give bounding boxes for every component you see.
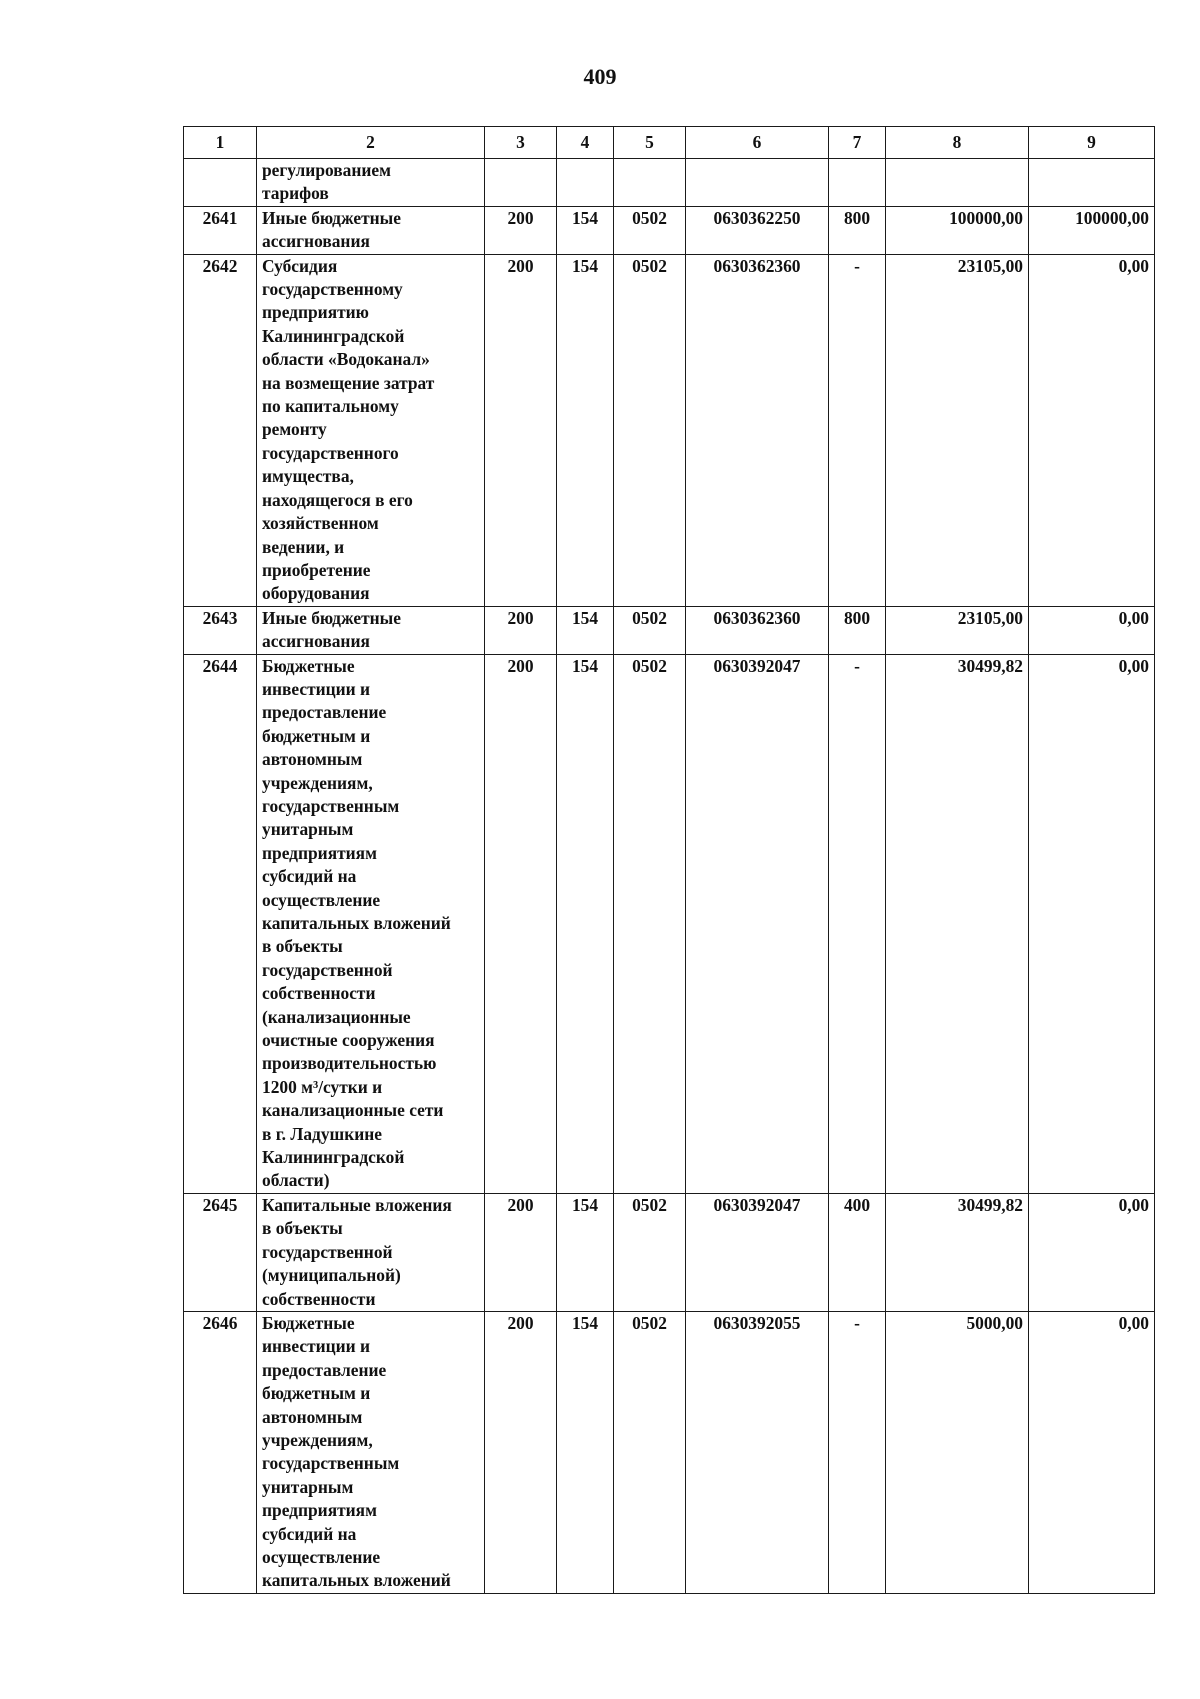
code-cell-4: 154 (557, 1193, 614, 1311)
row-number-cell: 2641 (184, 206, 257, 254)
amount-cell-9: 0,00 (1029, 1311, 1155, 1593)
ministry-code-cell: 200 (485, 206, 557, 254)
section-code-cell: 0502 (614, 206, 686, 254)
code-cell-4: 154 (557, 206, 614, 254)
item-name-line: предприятиям (262, 842, 377, 863)
row-number-cell (184, 159, 257, 207)
item-name-line: Иные бюджетные (262, 207, 401, 228)
section-code-cell: 0502 (614, 654, 686, 1193)
table-body (184, 159, 1155, 1594)
section-code-cell: 0502 (614, 254, 686, 606)
amount-cell-8: 30499,82 (886, 654, 1029, 1193)
item-name-line: на возмещение затрат (262, 372, 435, 393)
table-row (184, 159, 1155, 207)
ministry-code-cell: 200 (485, 1193, 557, 1311)
item-name-line: ремонту (262, 419, 327, 440)
item-name-line: инвестиции и (262, 678, 371, 699)
section-code-cell: 0502 (614, 1311, 686, 1593)
amount-cell-8: 23105,00 (886, 606, 1029, 654)
item-name-cell (257, 206, 485, 254)
item-name-cell (257, 654, 485, 1193)
item-name-line: бюджетным и (262, 1383, 371, 1404)
item-name-line: капитальных вложений (262, 913, 451, 933)
item-name-line: хозяйственном (262, 513, 379, 534)
item-name-line: (муниципальной) (262, 1265, 401, 1286)
header-row (184, 127, 1155, 159)
column-header-6: 6 (686, 127, 829, 159)
item-name-line: субсидий на (262, 866, 357, 887)
code-cell-4: 154 (557, 254, 614, 606)
item-name-cell (257, 1193, 485, 1311)
item-name-line: унитарным (262, 819, 354, 840)
budget-table (183, 126, 1155, 1594)
code-cell-4: 154 (557, 1311, 614, 1593)
target-code-cell: 0630362360 (686, 254, 829, 606)
item-name-line: субсидий на (262, 1523, 357, 1544)
table-row (184, 1311, 1155, 1593)
code-cell-4: 154 (557, 654, 614, 1193)
amount-cell-9: 0,00 (1029, 1193, 1155, 1311)
item-name-cell (257, 606, 485, 654)
item-name-line: бюджетным и (262, 725, 371, 746)
target-code-cell: 0630362250 (686, 206, 829, 254)
amount-cell-9: 0,00 (1029, 606, 1155, 654)
column-header-7: 7 (829, 127, 886, 159)
table-row (184, 654, 1155, 1193)
expense-type-cell (829, 159, 886, 207)
item-name-line: Субсидия (262, 255, 338, 276)
row-number-cell: 2643 (184, 606, 257, 654)
section-code-cell: 0502 (614, 606, 686, 654)
item-name-line: учреждениям, (262, 772, 373, 793)
amount-cell-9: 0,00 (1029, 254, 1155, 606)
item-name-line: предприятиям (262, 1500, 377, 1521)
item-name-line: предоставление (262, 1359, 387, 1380)
item-name-line: осуществление (262, 889, 381, 910)
expense-type-cell: - (829, 1311, 886, 1593)
item-name-line: собственности (262, 1288, 376, 1309)
row-number-cell: 2645 (184, 1193, 257, 1311)
target-code-cell (686, 159, 829, 207)
column-header-2: 2 (257, 127, 485, 159)
section-code-cell (614, 159, 686, 207)
item-name-line: государственным (262, 795, 400, 816)
amount-cell-9: 0,00 (1029, 654, 1155, 1193)
row-number-cell: 2646 (184, 1311, 257, 1593)
item-name-line: тарифов (262, 183, 329, 204)
item-name-line: ведении, и (262, 536, 345, 557)
column-header-8: 8 (886, 127, 1029, 159)
item-name-line: находящегося в его (262, 489, 413, 510)
target-code-cell: 0630392047 (686, 1193, 829, 1311)
item-name-line: очистные сооружения (262, 1030, 435, 1051)
item-name-line: собственности (262, 983, 376, 1004)
expense-type-cell: - (829, 654, 886, 1193)
item-name-line: канализационные сети (262, 1100, 444, 1121)
expense-type-cell: - (829, 254, 886, 606)
item-name-line: Бюджетные (262, 655, 355, 676)
column-header-1: 1 (184, 127, 257, 159)
table-row (184, 206, 1155, 254)
item-name-line: инвестиции и (262, 1336, 371, 1357)
amount-cell-8 (886, 159, 1029, 207)
item-name-line: производительностью (262, 1053, 437, 1074)
item-name-line: государственному (262, 279, 403, 300)
code-cell-4: 154 (557, 606, 614, 654)
item-name-cell (257, 1311, 485, 1593)
item-name-line: регулированием (262, 160, 391, 180)
item-name-line: автономным (262, 1406, 363, 1427)
item-name-line: автономным (262, 749, 363, 770)
item-name-cell (257, 254, 485, 606)
item-name-line: Бюджетные (262, 1312, 355, 1333)
item-name-line: ассигнования (262, 631, 370, 652)
item-name-line: унитарным (262, 1476, 354, 1497)
item-name-line: ассигнования (262, 231, 370, 252)
item-name-line: области «Водоканал» (262, 349, 430, 370)
item-name-line: Капитальные вложения (262, 1194, 452, 1215)
amount-cell-8: 5000,00 (886, 1311, 1029, 1593)
item-name-line: Калининградской (262, 1147, 405, 1168)
amount-cell-9: 100000,00 (1029, 206, 1155, 254)
amount-cell-8: 100000,00 (886, 206, 1029, 254)
column-header-3: 3 (485, 127, 557, 159)
amount-cell-9 (1029, 159, 1155, 207)
amount-cell-8: 30499,82 (886, 1193, 1029, 1311)
column-header-4: 4 (557, 127, 614, 159)
expense-type-cell: 800 (829, 206, 886, 254)
item-name-line: области) (262, 1170, 330, 1191)
table-row (184, 254, 1155, 606)
item-name-line: оборудования (262, 583, 370, 604)
item-name-line: государственным (262, 1453, 400, 1474)
item-name-cell (257, 159, 485, 207)
target-code-cell: 0630392055 (686, 1311, 829, 1593)
ministry-code-cell: 200 (485, 254, 557, 606)
item-name-line: (канализационные (262, 1006, 411, 1027)
item-name-line: Калининградской (262, 325, 405, 346)
item-name-line: в объекты (262, 1218, 343, 1239)
item-name-line: имущества, (262, 466, 354, 487)
amount-cell-8: 23105,00 (886, 254, 1029, 606)
table-row (184, 606, 1155, 654)
item-name-line: в г. Ладушкине (262, 1123, 382, 1144)
ministry-code-cell: 200 (485, 654, 557, 1193)
item-name-line: по капитальному (262, 396, 399, 417)
ministry-code-cell: 200 (485, 1311, 557, 1593)
item-name-line: осуществление (262, 1546, 381, 1567)
item-name-line: учреждениям, (262, 1429, 373, 1450)
row-number-cell: 2644 (184, 654, 257, 1193)
item-name-line: 1200 м³/сутки и (262, 1076, 383, 1097)
section-code-cell: 0502 (614, 1193, 686, 1311)
item-name-line: предоставление (262, 702, 387, 723)
page-number: 409 (583, 64, 617, 89)
code-cell-4 (557, 159, 614, 207)
item-name-line: приобретение (262, 559, 371, 580)
column-header-9: 9 (1029, 127, 1155, 159)
item-name-line: государственной (262, 1241, 393, 1262)
column-header-5: 5 (614, 127, 686, 159)
item-name-line: в объекты (262, 936, 343, 957)
item-name-line: государственной (262, 959, 393, 980)
expense-type-cell: 400 (829, 1193, 886, 1311)
ministry-code-cell (485, 159, 557, 207)
item-name-line: предприятию (262, 302, 369, 323)
item-name-line: государственного (262, 442, 399, 463)
target-code-cell: 0630362360 (686, 606, 829, 654)
item-name-line: Иные бюджетные (262, 607, 401, 628)
row-number-cell: 2642 (184, 254, 257, 606)
ministry-code-cell: 200 (485, 606, 557, 654)
expense-type-cell: 800 (829, 606, 886, 654)
item-name-line: капитальных вложений (262, 1570, 451, 1591)
target-code-cell: 0630392047 (686, 654, 829, 1193)
table-row (184, 1193, 1155, 1311)
